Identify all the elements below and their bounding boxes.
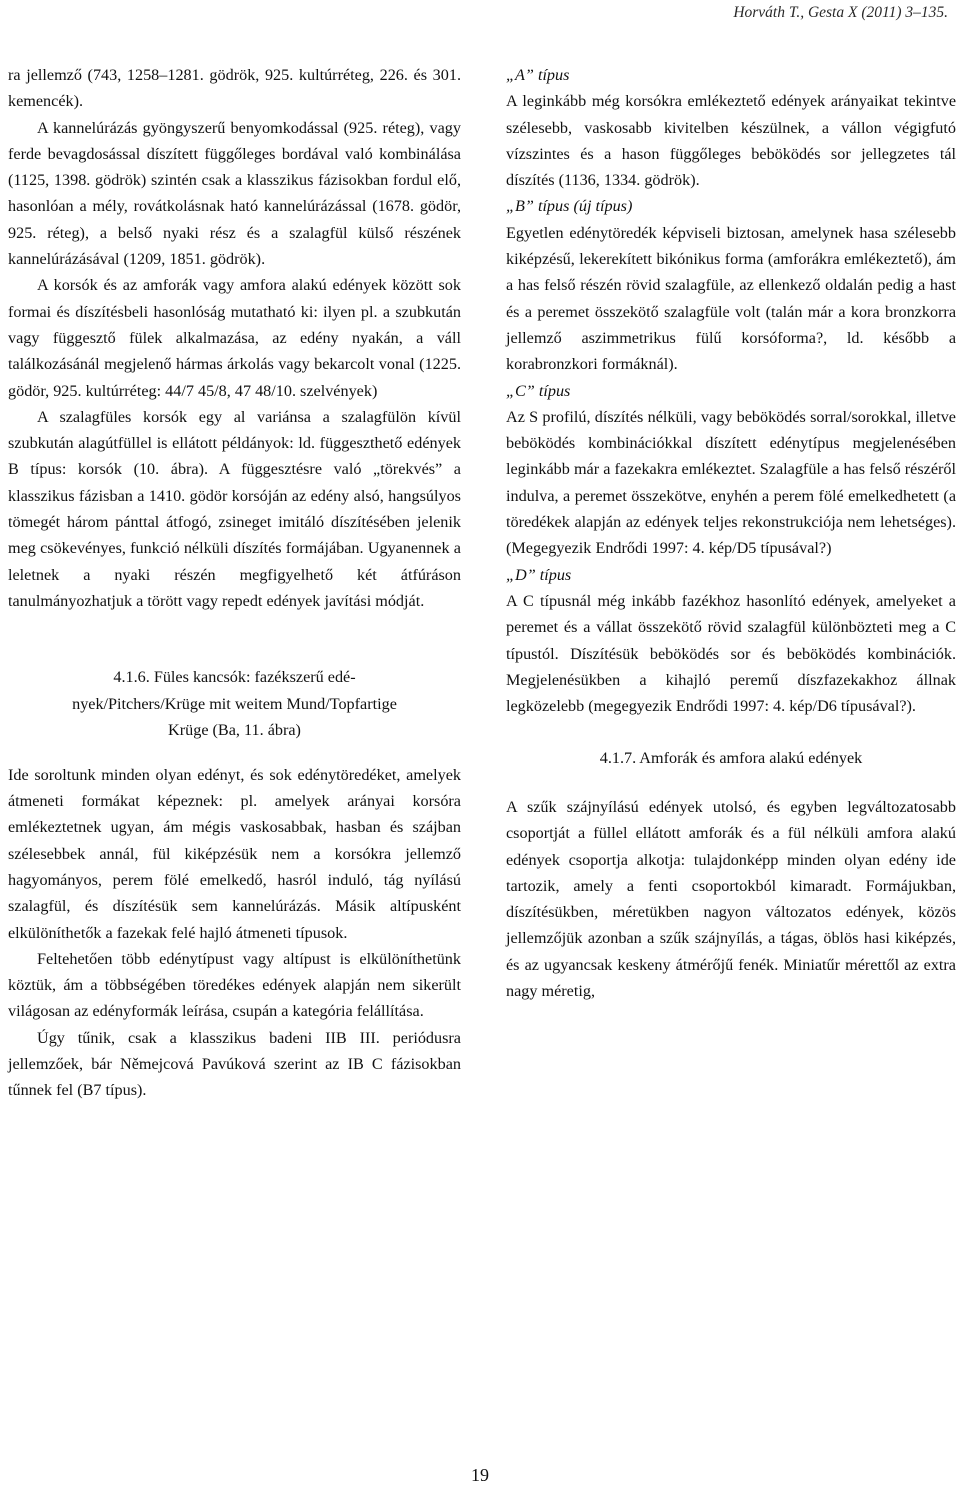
section-heading-4-1-6 <box>8 664 461 744</box>
paragraph: A kannelúrázás gyöngyszerű benyomkodással (925. réteg), vagy ferde bevagdosással díszített függőleges bordával való kombinálása (1125, 1398. gödrök) szintén csak a klasszikus fázisokban fordul elő, hasonlóan a mély, rovátkolásnak ható kannelúrázással (1678. gödör, 925. réteg), a belső nyaki rész és a szalagfül külső részének kannelúrázásával (1209, 1851. gödrök). <box>8 118 461 269</box>
paragraph: ra jellemző (743, 1258–1281. gödrök, 925. kultúrréteg, 226. és 301. kemencék). <box>8 66 461 111</box>
type-c-heading: „C” típus <box>506 381 571 400</box>
section-heading-line: nyek/Pitchers/Krüge mit weitem Mund/Topfartige <box>72 694 397 713</box>
type-b-text: Egyetlen edénytöredék képviseli biztosan, amelynek hasa szélesebb kiképzésű, lekerekített bikónikus forma (amforákra emlékeztető), ám a has felső részén rövid szalagfüle, az ellenkező oldalán pedig a hast és a peremet összekötő szalagfüle volt (talán már a kora bronzkorra jellemző aszimmetrikus fülű korsóforma?, ld. később a korabronzkori formáknál). <box>506 223 956 374</box>
type-d-text: A C típusnál még inkább fazékhoz hasonlító edények, amelyeket a peremet és a vállat összekötő rövid szalagfül különbözteti meg a C típustól. Díszítésük beböködés sor és beböködés kombinációk. Megjelenésükben a kihajló peremű díszfazekakhoz állnak legközelebb (megegyezik Endrődi 1997: 4. kép/D6 típusával?). <box>506 591 956 716</box>
paragraph: Feltehetően több edénytípust vagy altípust is elkülöníthetünk köztük, ám a többségében töredékes edények alapján nem sikerült világosan az edényformák leírása, csupán a kategória felállítása. <box>8 949 461 1021</box>
type-a-heading: „A” típus <box>506 66 570 84</box>
section-heading-4-1-7: 4.1.7. Amforák és amfora alakú edények <box>599 749 863 768</box>
left-column <box>8 62 461 1104</box>
right-column <box>506 62 956 1004</box>
paragraph: Úgy tűnik, csak a klasszikus badeni IIB III. periódusra jellemzőek, bár Němejcová Pavúková szerint az IB C fázisokban tűnnek fel (B7 típus). <box>8 1028 461 1100</box>
running-header: Horváth T., Gesta X (2011) 3–135. <box>733 4 948 21</box>
page-number: 19 <box>471 1465 489 1485</box>
type-d-heading: „D” típus <box>506 565 572 584</box>
paragraph: Ide soroltunk minden olyan edényt, és sok edénytöredéket, amelyek átmeneti formákat képeznek: pl. amelyek arányai korsóra emlékeztetnek ugyan, ám mégis vaskosabbak, hasban és szájban szélesebbek annál, fül kiképzésük nem a korsókra jellemző hagyományos, perem fölé emelkedő, hasról induló, tág nyílású szalagfül, és díszítésük sem kannelúrázás. Másik altípusként elkülöníthetők a fazekak felé hajló átmeneti típusok. <box>8 765 461 942</box>
section-heading-line: 4.1.6. Füles kancsók: fazékszerű edé- <box>113 668 356 687</box>
type-a-text: A leginkább még korsókra emlékeztető edények arányaikat tekintve szélesebb, vaskosabb kivitelben készülnek, a vállon végigfutó vízszintes és a hason függőleges beböködés sor jellegzetes tál díszítés (1136, 1334. gödrök). <box>506 92 956 190</box>
paragraph: A szalagfüles korsók egy al variánsa a szalagfülön kívül szubkután alagútfüllel is ellátott példányok: ld. függeszthető edények B típus: korsók (10. ábra). A függesztésre való „törekvés” a klasszikus fázisban a 1410. gödör korsóján az edény alsó, hangsúlyos tömegét három pánttal átfogó, zsineget imitáló díszítésében jelenik meg csökevényes, funkció nélküli díszítés formájában. Ugyanennek a leletnek a nyaki részén megfigyelhető két átfúráson tanulmányozhatjuk a törött vagy repedt edények javítási módját. <box>8 407 461 610</box>
paragraph: A korsók és az amforák vagy amfora alakú edények között sok formai és díszítésbeli hasonlóság mutatható ki: ilyen pl. a szubkután vagy függesztő fülek alkalmazása, az edény nyakán, a váll találkozásánál megjelenő hármas árkolás vagy bekarcolt vonal (1225. gödör, 925. kultúrréteg: 44/7 45/8, 47 48/10. szelvények) <box>8 276 461 400</box>
type-b-heading: „B” típus (új típus) <box>506 197 633 216</box>
section-heading-line: Krüge (Ba, 11. ábra) <box>168 721 301 740</box>
type-c-text: Az S profilú, díszítés nélküli, vagy beböködés sorral/sorokkal, illetve beböködés kombinációkkal díszített edénytípus megjelenésében leginkább már a fazekakra emlékeztet. Szalagfüle a has felső részéről indulva, a peremet összekötve, enyhén a perem fölé emelkedhetett (a töredékek alapján az edények teljes rekonstrukciója nem lehetséges). (Megegyezik Endrődi 1997: 4. kép/D5 típusával?) <box>506 407 956 558</box>
paragraph: A szűk szájnyílású edények utolsó, és egyben legváltozatosabb csoportját a füllel ellátott amforák és a fül nélküli amfora alakú edények csoportja alkotja: tulajdonképp minden olyan edény ide tartozik, amely a fenti csoportokból kimaradt. Formájukban, díszítésükben, méretükben nagyon változatos edények, közös jellemzőjük azonban a szűk szájnyílás, a tágas, öblös hasi kiképzés, és az ugyancsak keskeny átmérőjű fenék. Miniatűr mérettől az extra nagy méretig, <box>506 797 956 1000</box>
